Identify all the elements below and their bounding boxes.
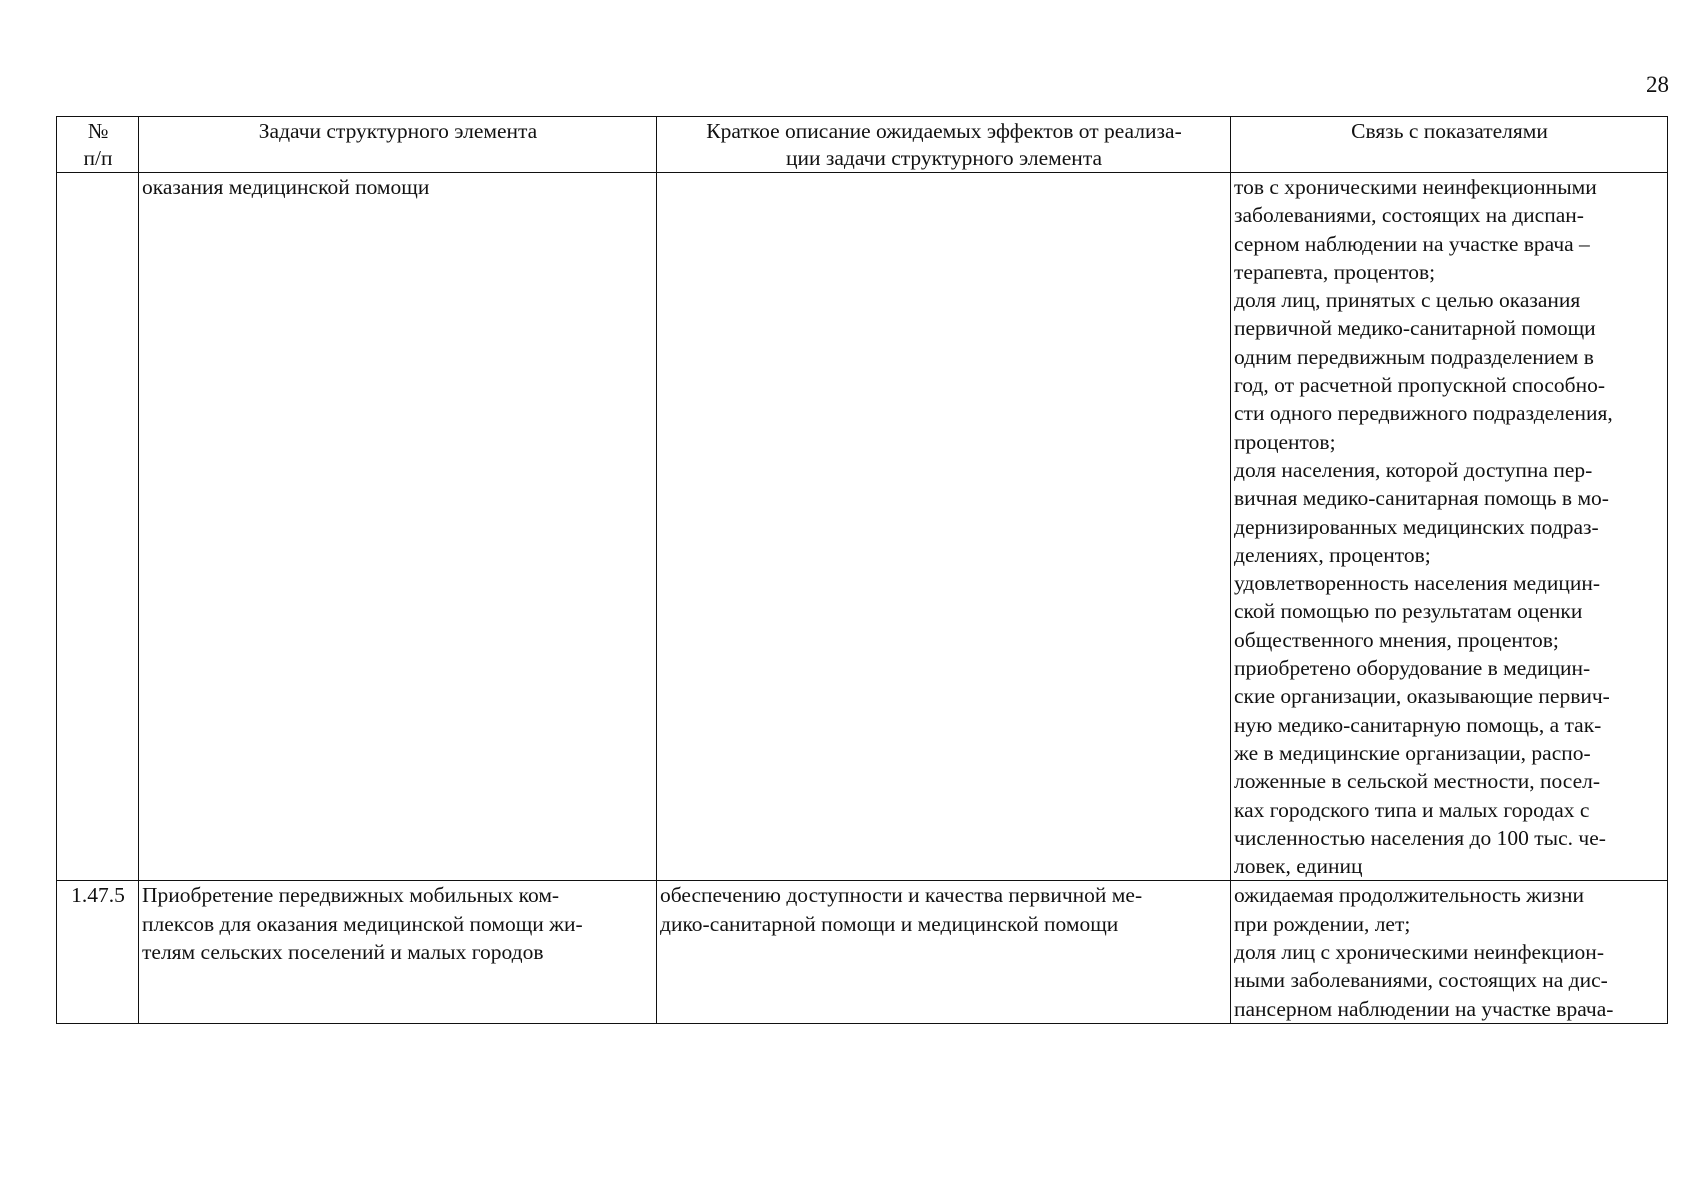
header-link (1231, 117, 1668, 173)
text-line: оказания медицинской помощи (142, 175, 430, 199)
text-line: ках городского типа и малых городах с (1234, 797, 1590, 822)
text-line: № (87, 119, 109, 143)
text-line: ными заболеваниями, состоящих на дис- (1234, 968, 1608, 993)
text-line: Связь с показателями (1351, 119, 1548, 143)
effect-cell (657, 881, 1231, 1023)
text-line: дернизированных медицинских подраз- (1234, 514, 1599, 539)
text-line: численностью населения до 100 тыс. че- (1234, 825, 1606, 850)
text-line: п/п (83, 146, 113, 170)
text-line: ловек, единиц (1234, 854, 1363, 879)
indicators-cell (1231, 173, 1668, 881)
text-line: пансерном наблюдении на участке врача- (1234, 996, 1614, 1021)
text-line: процентов; (1234, 429, 1336, 454)
text-line: заболеваниями, состоящих на диспан- (1234, 203, 1584, 228)
text-line: при рождении, лет; (1234, 911, 1411, 936)
text-line: сти одного передвижного подразделения, (1234, 401, 1613, 426)
text-line: Приобретение передвижных мобильных ком- (142, 883, 560, 908)
header-num (57, 117, 139, 173)
text-line: одним передвижным подразделением в (1234, 344, 1594, 369)
text-line: ские организации, оказывающие первич- (1234, 684, 1610, 709)
header-effect (657, 117, 1231, 173)
row-number: 1.47.5 (57, 881, 139, 1023)
text-line: дико-санитарной помощи и медицинской помощи (660, 911, 1119, 936)
table-header-row (57, 117, 1668, 173)
text-line: вичная медико-санитарная помощь в мо- (1234, 486, 1609, 511)
text-line: плексов для оказания медицинской помощи жи- (142, 911, 583, 936)
text-line: же в медицинские организации, распо- (1234, 740, 1591, 765)
text-line: телям сельских поселений и малых городов (142, 940, 544, 965)
text-line: серном наблюдении на участке врача – (1234, 231, 1590, 256)
text-line: ожидаемая продолжительность жизни (1234, 883, 1584, 908)
text-line: общественного мнения, процентов; (1234, 627, 1559, 652)
text-line: доля лиц с хроническими неинфекцион- (1234, 940, 1604, 965)
text-line: удовлетворенность населения медицин- (1234, 571, 1601, 596)
header-task (139, 117, 657, 173)
text-line: тов с хроническими неинфекционными (1234, 175, 1597, 199)
text-line: ложенные в сельской местности, посел- (1234, 769, 1601, 794)
text-line: приобретено оборудование в медицин- (1234, 656, 1591, 681)
page-number: 28 (1646, 72, 1669, 97)
effect-cell (657, 173, 1231, 881)
task-cell (139, 173, 657, 881)
text-line: делениях, процентов; (1234, 542, 1431, 567)
text-line: год, от расчетной пропускной способно- (1234, 373, 1606, 398)
indicators-cell (1231, 881, 1668, 1023)
text-line: терапевта, процентов; (1234, 259, 1436, 284)
text-line: доля лиц, принятых с целью оказания (1234, 288, 1581, 313)
indicators-table (56, 116, 1668, 1024)
text-line: обеспечению доступности и качества первичной ме- (660, 883, 1143, 908)
text-line: Краткое описание ожидаемых эффектов от реализа- (706, 119, 1182, 143)
text-line: ции задачи структурного элемента (785, 146, 1103, 170)
row-number (57, 173, 139, 881)
task-cell (139, 881, 657, 1023)
text-line: доля населения, которой доступна пер- (1234, 457, 1593, 482)
text-line: первичной медико-санитарной помощи (1234, 316, 1596, 341)
text-line: Задачи структурного элемента (258, 119, 538, 143)
table-row (57, 173, 1668, 881)
text-line: ную медико-санитарную помощь, а так- (1234, 712, 1602, 737)
table-row (57, 881, 1668, 1023)
text-line: ской помощью по результатам оценки (1234, 599, 1583, 624)
